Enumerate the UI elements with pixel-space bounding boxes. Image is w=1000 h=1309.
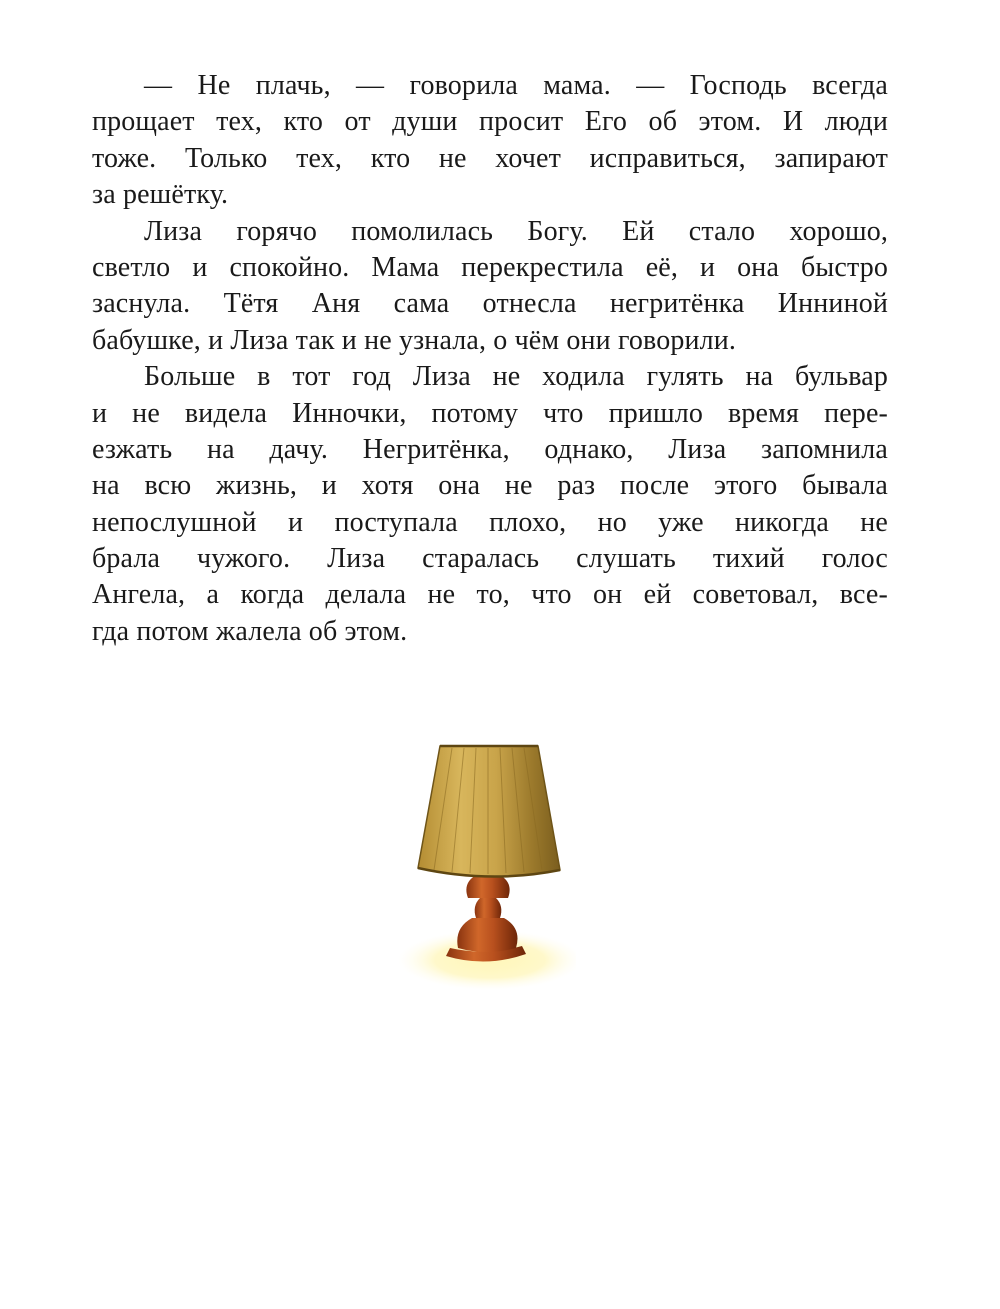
paragraph-1-line-2: прощает тех, кто от души просит Его об этом. И люди	[92, 106, 888, 138]
paragraph-3-line-5: непослушной и поступала плохо, но уже никогда не	[92, 506, 888, 538]
page-text	[92, 68, 888, 650]
lamp-stand-neck	[475, 898, 502, 918]
table-lamp-icon	[398, 742, 576, 992]
paragraph-2-line-2: светло и спокойно. Мама перекрестила её, и она быстро	[92, 251, 888, 283]
paragraph-2-line-4: бабушке, и Лиза так и не узнала, о чём они говорили.	[92, 324, 737, 356]
paragraph-2-line-3: заснула. Тётя Аня сама отнесла негритёнка Инниной	[92, 288, 888, 320]
lamp-illustration	[398, 742, 576, 992]
lamp-stand-lower	[457, 918, 517, 952]
paragraph-2-line-1: Лиза горячо помолилась Богу. Ей стало хорошо,	[144, 215, 888, 247]
paragraph-3-line-6: брала чужого. Лиза старалась слушать тихий голос	[92, 543, 888, 575]
lamp-shade	[418, 746, 560, 877]
paragraph-1-line-3: тоже. Только тех, кто не хочет исправиться, запирают	[92, 142, 888, 174]
paragraph-3-line-7: Ангела, а когда делала не то, что он ей советовал, все-	[92, 579, 888, 611]
paragraph-3-line-1: Больше в тот год Лиза не ходила гулять на бульвар	[144, 361, 888, 393]
paragraph-3-line-8: гда потом жалела об этом.	[92, 615, 408, 647]
paragraph-1-line-4: за решётку.	[92, 179, 229, 211]
paragraph-3-line-2: и не видела Инночки, потому что пришло время пере-	[92, 397, 888, 429]
paragraph-3-line-4: на всю жизнь, и хотя она не раз после этого бывала	[92, 470, 888, 502]
paragraph-1-line-1: — Не плачь, — говорила мама. — Господь всегда	[144, 70, 888, 101]
paragraph-3-line-3: езжать на дачу. Негритёнка, однако, Лиза запомнила	[92, 433, 888, 465]
